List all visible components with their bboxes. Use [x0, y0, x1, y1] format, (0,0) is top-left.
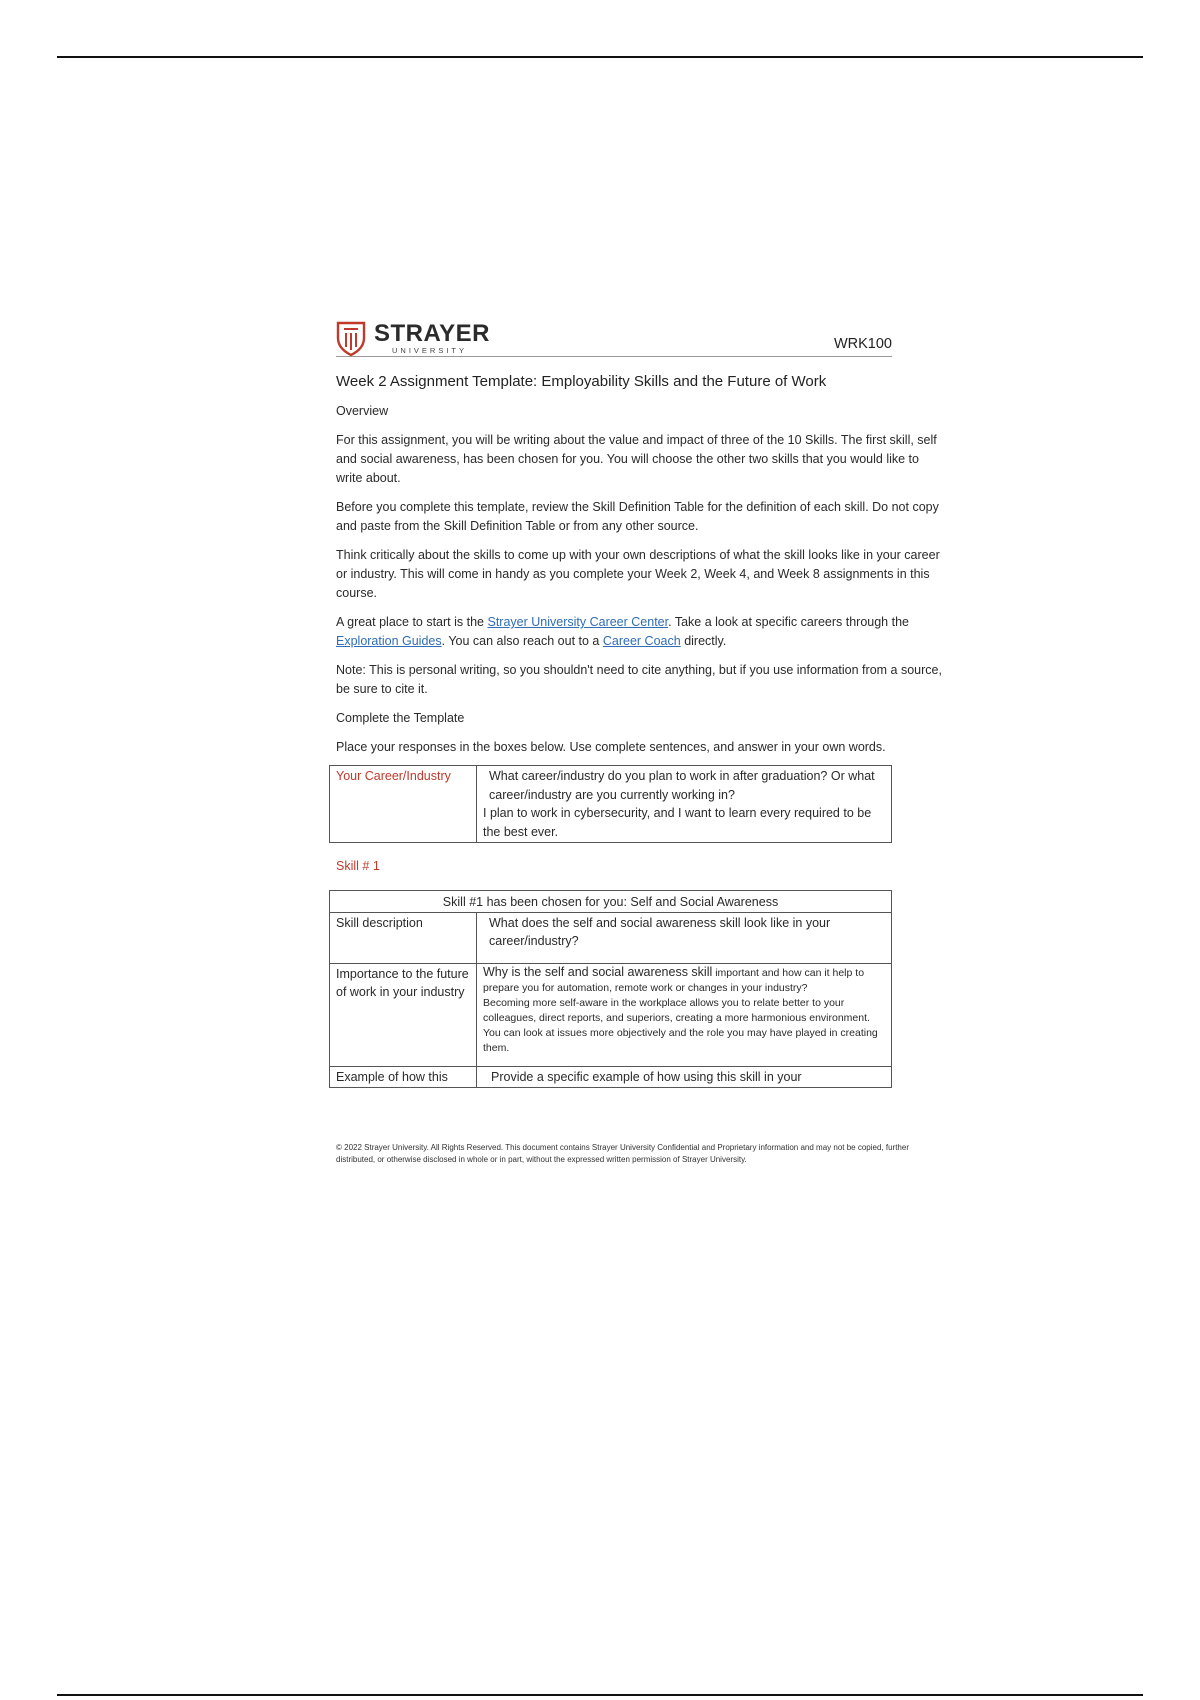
document-body [336, 372, 946, 1088]
logo-wordmark: STRAYER [374, 320, 490, 347]
paragraph-instructions: Place your responses in the boxes below. Use complete sentences, and answer in your own words. [336, 740, 886, 754]
resources-text-b: . Take a look at specific careers through the [668, 615, 909, 629]
skill1-heading: Skill # 1 [336, 859, 380, 873]
course-code: WRK100 [833, 336, 892, 352]
strayer-logo [336, 320, 516, 356]
exploration-guides-link[interactable]: Exploration Guides [336, 634, 442, 648]
skill-description-question: What does the self and social awareness skill look like in your career/industry? [489, 915, 831, 948]
resources-text-d: directly. [684, 634, 727, 648]
career-response-cell[interactable] [477, 766, 892, 843]
paragraph-intro: For this assignment, you will be writing about the value and impact of three of the 10 Skills. The first skill, self and social awareness, has been chosen for you. You will choose the other two skills that you would like to write about. [336, 433, 937, 485]
bottom-divider [57, 1694, 1143, 1696]
importance-cell[interactable] [477, 963, 892, 1066]
importance-label: Importance to the future of work in your industry [330, 963, 477, 1066]
logo-subtitle: UNIVERSITY [392, 346, 468, 355]
importance-question-a: Why is the self and social awareness skill [483, 964, 713, 979]
skill-description-cell[interactable] [477, 912, 892, 963]
shield-logo-icon [336, 320, 366, 356]
importance-answer: Becoming more self-aware in the workplace allows you to relate better to your colleagues, direct reports, and superiors, creating a more harmonious environment. You can look at issues more objectively and the role you may have played in creating them. [483, 996, 878, 1054]
career-question: What career/industry do you plan to work in after graduation? Or what career/industry are you currently working in? [489, 769, 875, 802]
top-divider [57, 56, 1143, 58]
paragraph-resources [336, 613, 946, 651]
skill-description-label: Skill description [330, 912, 477, 963]
paragraph-think: Think critically about the skills to come up with your own descriptions of what the skill looks like in your career or industry. This will come in handy as you complete your Week 2, Week 4, and Week 8 assignments in this course. [336, 548, 940, 600]
career-label: Your Career/Industry [330, 766, 477, 843]
overview-heading: Overview [336, 404, 389, 418]
complete-heading: Complete the Template [336, 711, 465, 725]
document-title: Week 2 Assignment Template: Employability Skills and the Future of Work [336, 373, 827, 390]
career-answer: I plan to work in cybersecurity, and I want to learn every required to be the best ever. [483, 806, 872, 839]
career-table [329, 765, 892, 843]
document-header [336, 320, 892, 357]
copyright-footer: © 2022 Strayer University. All Rights Reserved. This document contains Strayer University Confidential and Proprietary information and may not be copied, further distributed, or otherwise disclosed in whole or in part, without the expressed written permission of Strayer University. [336, 1143, 909, 1164]
example-cell[interactable] [477, 1066, 892, 1088]
skill1-table [329, 890, 892, 1088]
document-page [308, 300, 948, 1180]
resources-text-a: A great place to start is the [336, 615, 484, 629]
career-coach-link[interactable]: Career Coach [602, 634, 681, 648]
example-label: Example of how this [330, 1066, 477, 1088]
importance-question-b: important and how can it help to prepare you for automation, remote work or changes in your industry? [483, 966, 865, 994]
example-question: Provide a specific example of how using this skill in your [491, 1069, 802, 1084]
career-center-link[interactable]: Strayer University Career Center [487, 615, 669, 629]
paragraph-review: Before you complete this template, review the Skill Definition Table for the definition of each skill. Do not copy and paste from the Skill Definition Table or from any other source. [336, 500, 939, 533]
paragraph-note: Note: This is personal writing, so you shouldn't need to cite anything, but if you use information from a source, be sure to cite it. [336, 663, 942, 696]
resources-text-c: . You can also reach out to a [441, 634, 600, 648]
skill1-table-header: Skill #1 has been chosen for you: Self and Social Awareness [330, 891, 892, 913]
